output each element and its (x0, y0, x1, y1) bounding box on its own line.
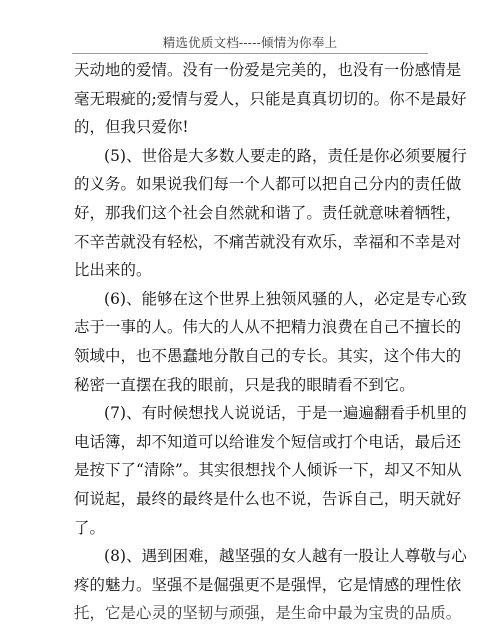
text-line: (5)、世俗是大多数人要走的路，责任是你必须要履行 (104, 146, 467, 165)
text-line: 不辛苦就没有轻松，不痛苦就没有欢乐，幸福和不幸是对 (74, 232, 462, 251)
text-line: 的，但我只爱你! (74, 118, 189, 137)
text-line: 疼的魅力。坚强不是倔强更不是强悍，它是情感的理性依 (74, 575, 462, 594)
text-line: (8)、遇到困难，越坚强的女人越有一股让人尊敬与心 (104, 547, 467, 566)
text-line: 了。 (74, 518, 105, 537)
text-line: 秘密一直摆在我的眼前，只是我的眼睛看不到它。 (74, 375, 415, 394)
text-line: 天动地的爱情。没有一份爱是完美的，也没有一份感情是 (74, 61, 462, 79)
text-line: 好，那我们这个社会自然就和谐了。责任就意味着牺牲， (74, 203, 462, 222)
text-line: 电话簿，却不知道可以给谁发个短信或打个电话，最后还 (74, 432, 462, 451)
text-line: 志于一事的人。伟大的人从不把精力浪费在自己不擅长的 (74, 318, 462, 337)
text-line: 毫无瑕疵的;爱情与爱人，只能是真真切切的。你不是最好 (74, 89, 467, 108)
document-body (74, 56, 467, 623)
text-line: 领域中，也不愚蠢地分散自己的专长。其实，这个伟大的 (74, 346, 462, 365)
text-line: 何说起，最终的最终是什么也不说，告诉自己，明天就好 (74, 489, 462, 508)
text-line: 的义务。如果说我们每一个人都可以把自己分内的责任做 (74, 175, 462, 194)
text-line: (7)、有时候想找人说说话，于是一遍遍翻看手机里的 (104, 404, 467, 423)
text-line: 托，它是心灵的坚韧与顽强，是生命中最为宝贵的品质。 (74, 604, 462, 623)
page-header: 精选优质文档-----倾情为你奉上 (162, 35, 338, 50)
text-line: (6)、能够在这个世界上独领风骚的人，必定是专心致 (104, 289, 467, 308)
text-line: 是按下了“清除”。其实很想找个人倾诉一下，却又不知从 (74, 461, 462, 480)
header-rule (72, 53, 428, 54)
text-line: 比出来的。 (74, 261, 152, 280)
